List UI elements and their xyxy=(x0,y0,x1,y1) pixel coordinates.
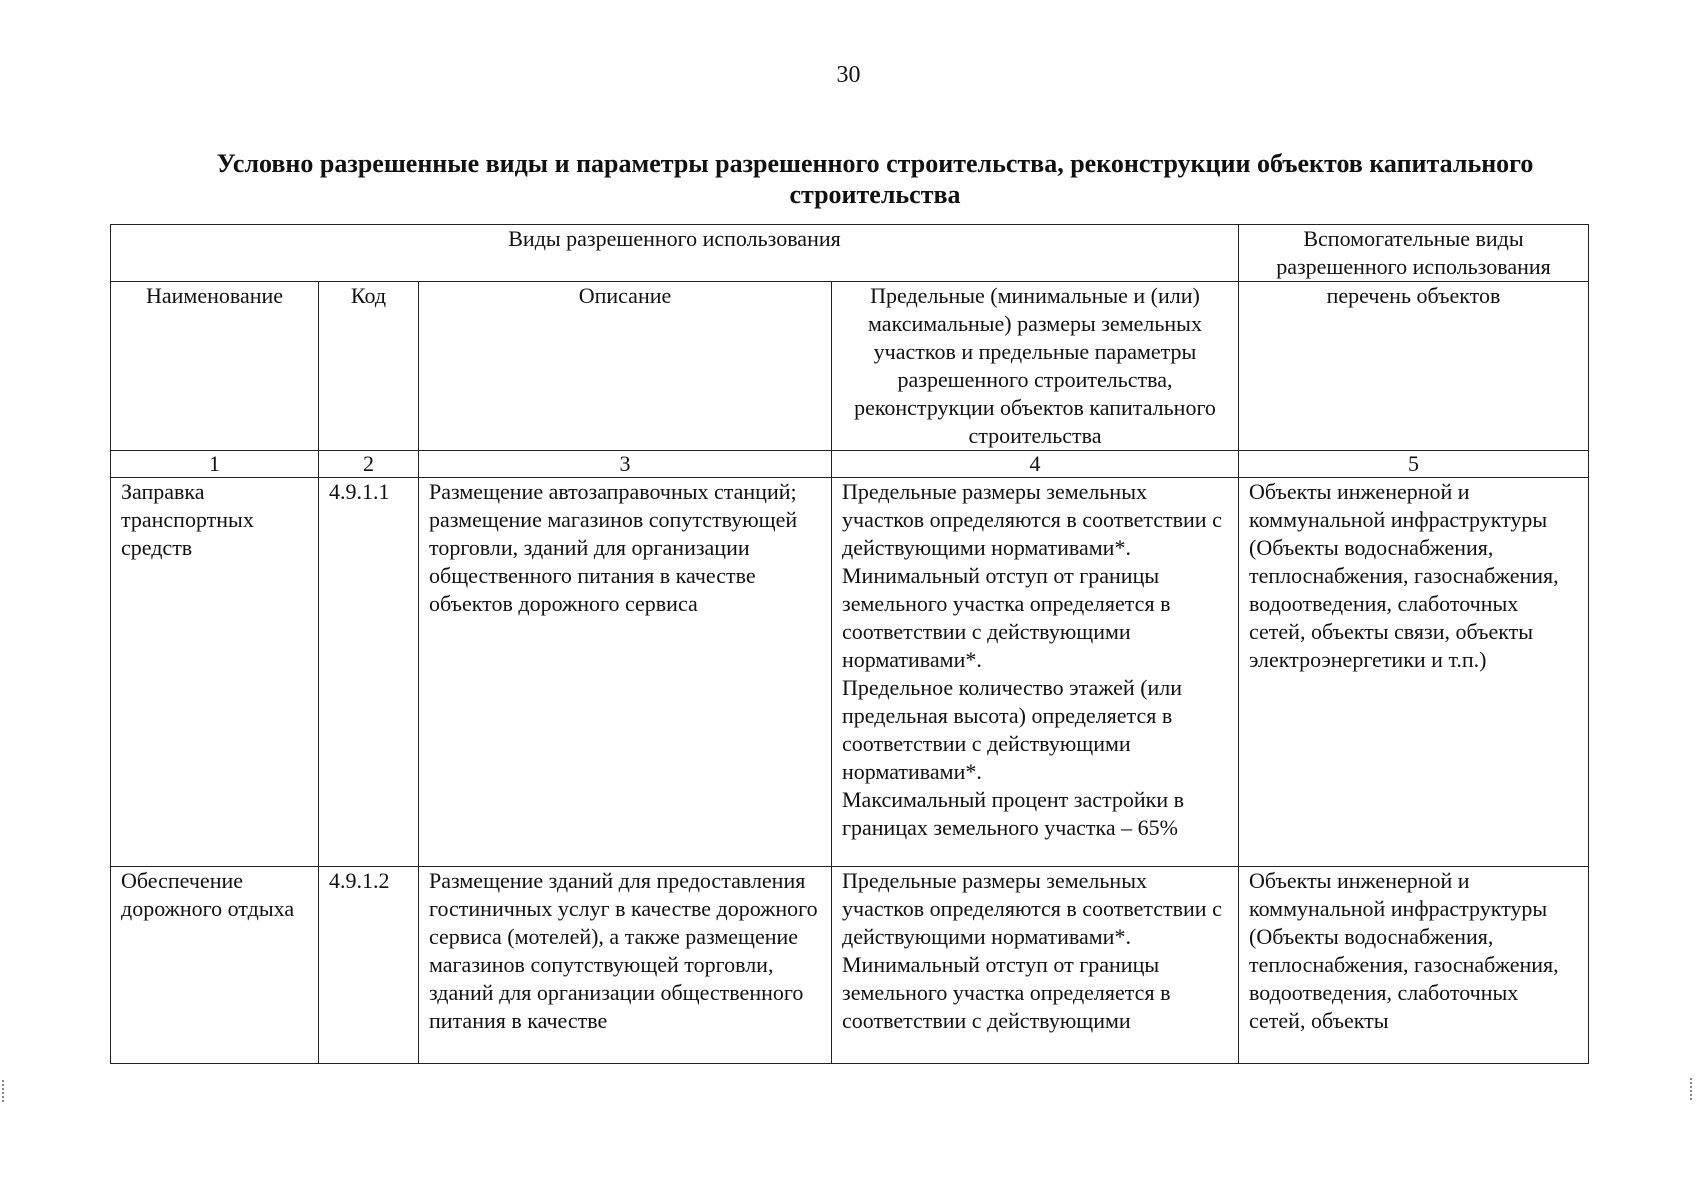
table-column-header-row xyxy=(111,282,1589,451)
row-objects-text: Объекты инженерной и коммунальной инфраструктуры (Объекты водоснабжения, теплоснабжения, газоснабжения, водоотведения, слаботочных сетей, объекты xyxy=(1249,868,1559,1033)
row-code: 4.9.1.1 xyxy=(319,478,419,867)
row-parameters xyxy=(832,867,1239,1064)
row-parameters-text: Предельные размеры земельных участков определяются в соответствии с действующими нормативами*. Минимальный отступ от границы земельного участка определяется в соответствии с действующими xyxy=(842,868,1222,1033)
scan-edge-mark-left xyxy=(2,1080,7,1102)
row-code-text: 4.9.1.2 xyxy=(329,868,390,893)
scan-edge-mark-right xyxy=(1690,1078,1695,1100)
column-header-name: Наименование xyxy=(111,282,319,451)
column-header-parameters: Предельные (минимальные и (или) максимальные) размеры земельных участков и предельные параметры разрешенного строительства, реконструкции объектов капитального строительства xyxy=(832,282,1239,451)
header-group-left: Виды разрешенного использования xyxy=(111,225,1239,282)
header-group-right: Вспомогательные виды разрешенного использования xyxy=(1239,225,1589,282)
row-objects: Объекты инженерной и коммунальной инфраструктуры (Объекты водоснабжения, теплоснабжения, газоснабжения, водоотведения, слаботочных сетей, объекты связи, объекты электроэнергетики и т.п.) xyxy=(1239,478,1589,867)
column-number: 3 xyxy=(419,451,832,478)
column-number-row xyxy=(111,451,1589,478)
row-code xyxy=(319,867,419,1064)
column-number: 4 xyxy=(832,451,1239,478)
column-header-objects: перечень объектов xyxy=(1239,282,1589,451)
row-name-text: Обеспечение дорожного отдыха xyxy=(121,868,295,921)
column-header-description: Описание xyxy=(419,282,832,451)
column-number: 5 xyxy=(1239,451,1589,478)
row-description xyxy=(419,867,832,1064)
permitted-use-table xyxy=(110,224,1589,1064)
row-description: Размещение автозаправочных станций; размещение магазинов сопутствующей торговли, зданий для организации общественного питания в качестве объектов дорожного сервиса xyxy=(419,478,832,867)
row-parameters: Предельные размеры земельных участков определяются в соответствии с действующими нормативами*. Минимальный отступ от границы земельного участка определяется в соответствии с действующими нормативами*. Предельное количество этажей (или предельная высота) определяется в соответствии с действующими нормативами*. Максимальный процент застройки в границах земельного участка – 65% xyxy=(832,478,1239,867)
row-name xyxy=(111,867,319,1064)
column-header-code: Код xyxy=(319,282,419,451)
table-row xyxy=(111,867,1589,1064)
row-name: Заправка транспортных средств xyxy=(111,478,319,867)
table-row xyxy=(111,478,1589,867)
row-objects xyxy=(1239,867,1589,1064)
row-description-text: Размещение зданий для предоставления гостиничных услуг в качестве дорожного сервиса (мотелей), а также размещение магазинов сопутствующей торговли, зданий для организации общественного питания в качестве xyxy=(429,868,818,1033)
table-group-header-row xyxy=(111,225,1589,282)
document-title: Условно разрешенные виды и параметры разрешенного строительства, реконструкции объектов капитального строительства xyxy=(216,149,1534,209)
column-number: 2 xyxy=(319,451,419,478)
page-number: 30 xyxy=(836,62,861,88)
column-number: 1 xyxy=(111,451,319,478)
